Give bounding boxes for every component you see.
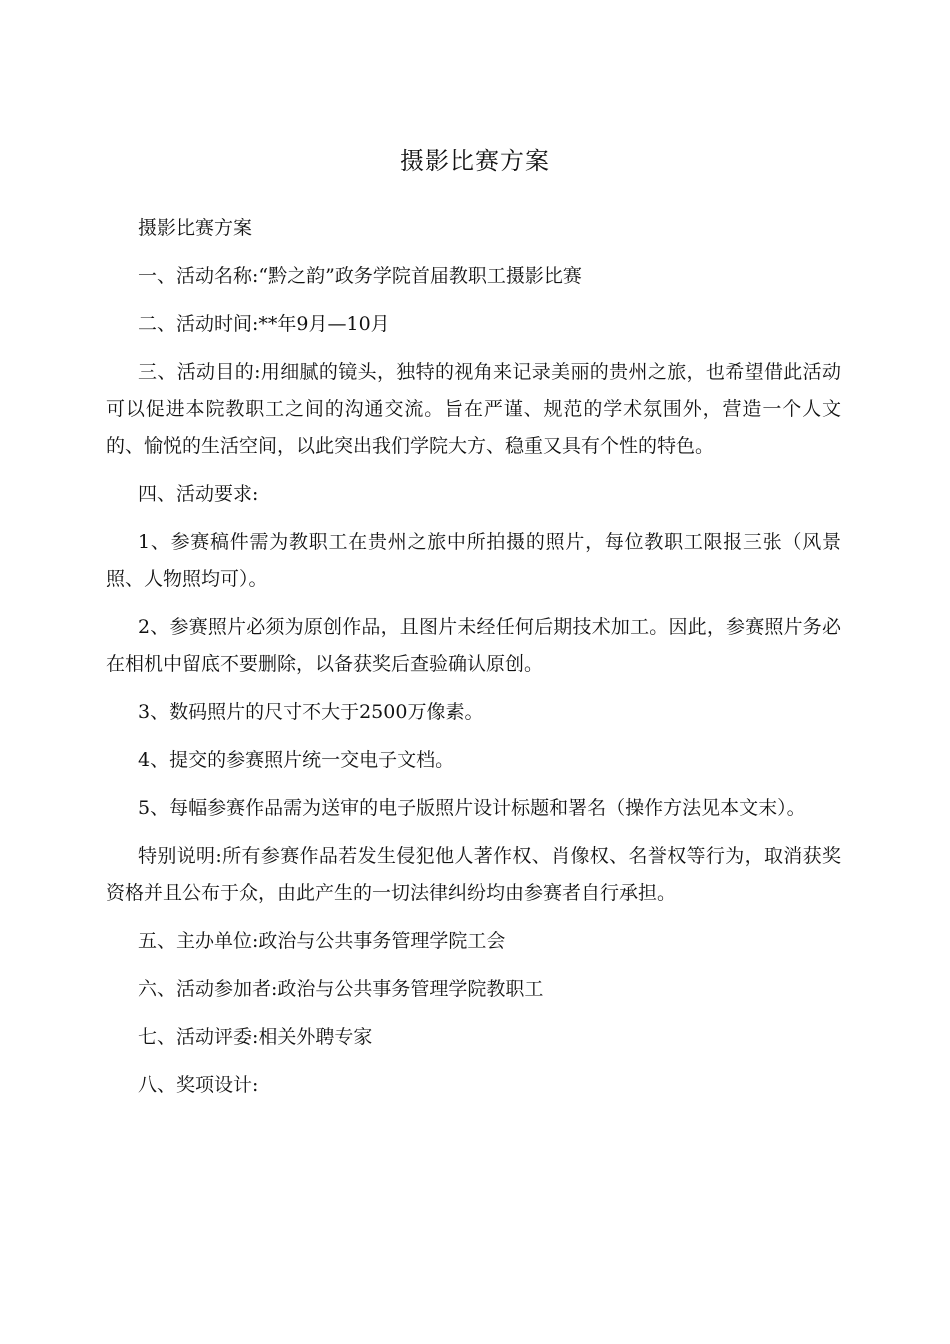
paragraph-activity-time: 二、活动时间:**年9月—10月 [138, 313, 390, 335]
paragraph-special-note: 特别说明:所有参赛作品若发生侵犯他人著作权、肖像权、名誉权等行为，取消获奖资格并且公布于众，由此产生的一切法律纠纷均由参赛者自行承担。 [106, 845, 841, 904]
paragraph-requirement-2: 2、参赛照片必须为原创作品，且图片未经任何后期技术加工。因此，参赛照片务必在相机中留底不要删除，以备获奖后查验确认原创。 [106, 616, 841, 675]
paragraph-judges: 七、活动评委:相关外聘专家 [138, 1026, 373, 1048]
paragraph-organizer: 五、主办单位:政治与公共事务管理学院工会 [138, 930, 506, 952]
paragraph-activity-name: 一、活动名称:“黔之韵”政务学院首届教职工摄影比赛 [138, 265, 582, 287]
paragraph-requirement-1: 1、参赛稿件需为教职工在贵州之旅中所拍摄的照片，每位教职工限报三张（风景照、人物照均可）。 [106, 531, 841, 590]
paragraph-requirement-4: 4、提交的参赛照片统一交电子文档。 [138, 749, 455, 771]
paragraph-requirements-heading: 四、活动要求: [138, 483, 259, 505]
paragraph-requirement-3: 3、数码照片的尺寸不大于2500万像素。 [138, 701, 484, 723]
paragraph-subtitle: 摄影比赛方案 [138, 217, 253, 239]
paragraph-awards: 八、奖项设计: [138, 1074, 259, 1096]
document-body [106, 210, 841, 1115]
paragraph-requirement-5: 5、每幅参赛作品需为送审的电子版照片设计标题和署名（操作方法见本文末）。 [138, 797, 806, 819]
paragraph-participants: 六、活动参加者:政治与公共事务管理学院教职工 [138, 978, 544, 1000]
paragraph-activity-purpose: 三、活动目的:用细腻的镜头，独特的视角来记录美丽的贵州之旅，也希望借此活动可以促进本院教职工之间的沟通交流。旨在严谨、规范的学术氛围外，营造一个人文的、愉悦的生活空间，以此突出我们学院大方、稳重又具有个性的特色。 [106, 361, 841, 457]
document-title: 摄影比赛方案 [400, 147, 550, 175]
